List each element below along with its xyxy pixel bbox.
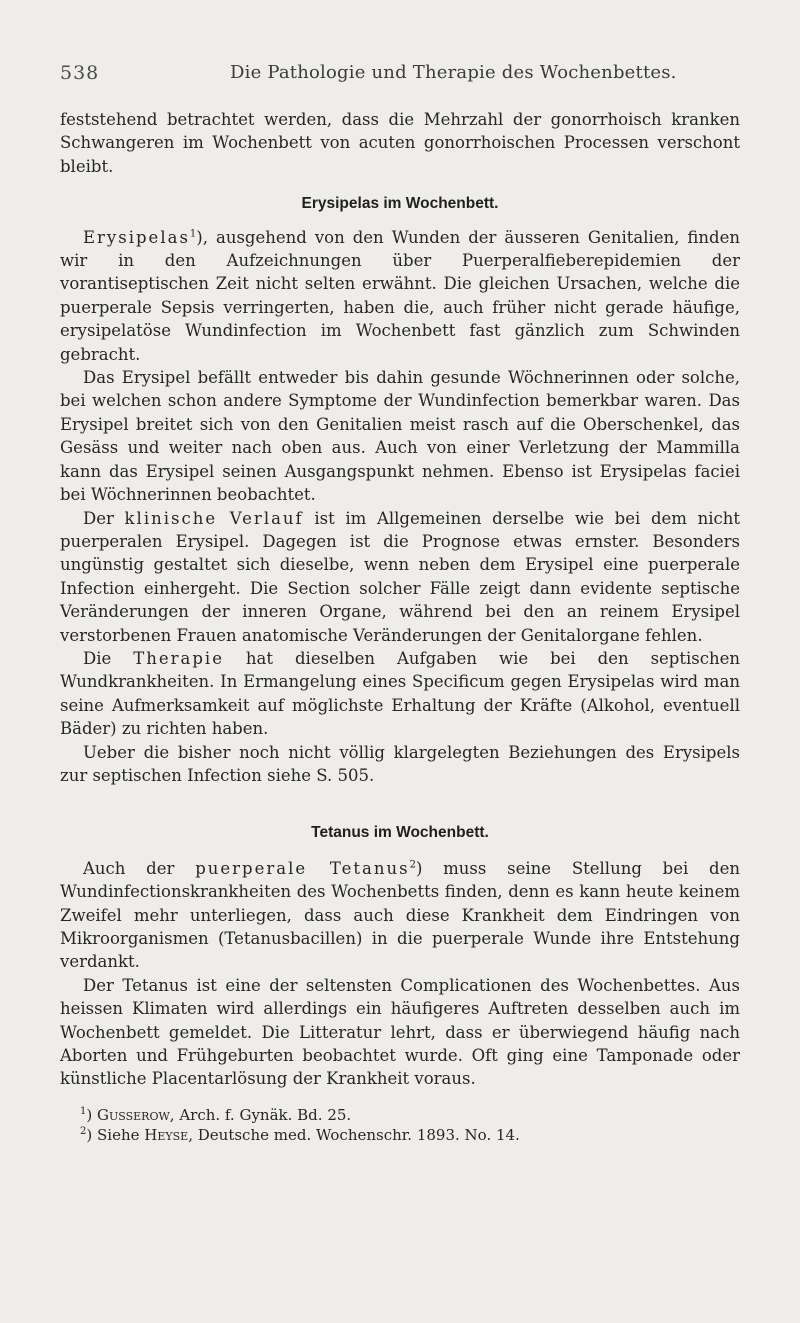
paragraph-erysipelas-intro-text: ), ausgehend von den Wunden der äusseren Genitalien, finden wir in den Aufzeichnungen über Puerperalfieberepidemien der vorantiseptischen Zeit nicht selten erwähnt. Die gleichen Ursachen, welche die puerperale Sepsis verringerten, haben die, auch früher nicht gerade häufige, erysipelatöse Wundinfection im Wochenbett fast gänzlich zum Schwinden gebracht.	[60, 227, 740, 364]
page-number: 538	[60, 62, 100, 84]
footnotes	[60, 1105, 740, 1145]
footnote-2-text: , Deutsche med. Wochenschr. 1893. No. 14.	[188, 1125, 520, 1144]
page-header	[60, 58, 720, 94]
paragraph-clinical-course	[60, 507, 740, 647]
term-clinical-course: klinische Verlauf	[124, 508, 304, 528]
paragraph-therapy-text: hat dieselben Aufgaben wie bei den septischen Wundkrankheiten. In Ermangelung eines Specificum gegen Erysipelas wird man seine Aufmerksamkeit auf möglichste Erhaltung der Kräfte (Alkohol, eventuell Bäder) zu richten haben.	[60, 648, 741, 739]
paragraph-tetanus-rarity: Der Tetanus ist eine der seltensten Complicationen des Wochenbettes. Aus heissen Klimaten wird allerdings ein häufigeres Auftreten desselben auch im Wochenbett gemeldet. Die Litteratur lehrt, dass er überwiegend häufig nach Aborten und Frühgeburten beobachtet wurde. Oft ging eine Tamponade oder künstliche Placentarlösung der Krankheit voraus.	[60, 975, 740, 1089]
paragraph-tetanus-intro-text: ) muss seine Stellung bei den Wundinfectionskrankheiten des Wochenbetts finden, denn es kann heute keinem Zweifel mehr unterliegen, dass auch diese Krankheit dem Eindringen von Mikroorganismen (Tetanusbacillen) in die puerperale Wunde ihre Entstehung verdankt.	[60, 858, 740, 972]
term-erysipelas: Erysipelas	[83, 227, 190, 247]
footnote-mark-1: 1	[80, 1105, 87, 1117]
paragraph-clinical-course-pre: Der	[83, 508, 125, 528]
footnote-ref-1: 1	[189, 228, 197, 240]
footnote-ref-2: 2	[409, 859, 416, 871]
running-title: Die Pathologie und Therapie des Wochenbettes.	[230, 62, 677, 83]
section-heading-erysipelas: Erysipelas im Wochenbett.	[301, 195, 499, 213]
term-puerperal-tetanus: puerperale Tetanus	[195, 858, 410, 878]
body-text	[60, 108, 740, 1145]
paragraph-therapy	[60, 647, 740, 741]
paragraph-clinical-course-text: ist im Allgemeinen derselbe wie bei dem nicht puerperalen Erysipel. Dagegen ist die Prognose etwas ernster. Besonders ungünstig gestaltet sich dieselbe, wenn neben dem Erysipel eine puerperale Infection einhergeht. Die Section solcher Fälle zeigt dann evidente septische Veränderungen der inneren Organe, während bei den an reinem Erysipel verstorbenen Frauen anatomische Veränderungen der Genitalorgane fehlen.	[60, 508, 740, 645]
footnote-2-prefix: Siehe	[97, 1125, 145, 1144]
paragraph-continuation: feststehend betrachtet werden, dass die Mehrzahl der gonorrhoisch kranken Schwangeren im Wochenbett von acuten gonorrhoischen Processen verschont bleibt.	[60, 110, 740, 176]
footnote-1: $^1$) Gusserow, Arch. f. Gynäk. Bd. 25.	[80, 1105, 352, 1124]
section-heading-tetanus: Tetanus im Wochenbett.	[311, 824, 489, 842]
paragraph-therapy-pre: Die	[83, 648, 134, 668]
paragraph-tetanus-intro	[60, 857, 740, 974]
footnote-2-author: Heyse	[144, 1125, 189, 1144]
paragraph-erysipelas-intro	[60, 226, 740, 366]
paragraph-erysipelas-spread: Das Erysipel befällt entweder bis dahin gesunde Wöchnerinnen oder solche, bei welchen schon andere Symptome der Wundinfection bemerkbar waren. Das Erysipel breitet sich von den Genitalien meist rasch auf die Oberschenkel, das Gesäss und weiter nach oben aus. Auch von einer Verletzung der Mammilla kann das Erysipel seinen Ausgangspunkt nehmen. Ebenso ist Erysipelas faciei bei Wöchnerinnen beobachtet.	[60, 368, 740, 505]
footnote-2: $^2$) Siehe Heyse, Deutsche med. Wochenschr. 1893. No. 14.	[80, 1125, 520, 1144]
footnote-1-author: Gusserow	[97, 1105, 170, 1124]
paragraph-relation-sepsis: Ueber die bisher noch nicht völlig klargelegten Beziehungen des Erysipels zur septischen Infection siehe S. 505.	[60, 742, 740, 785]
footnote-1-text: , Arch. f. Gynäk. Bd. 25.	[169, 1105, 352, 1124]
footnote-mark-2: 2	[80, 1125, 87, 1137]
term-therapy: Therapie	[133, 648, 224, 668]
paragraph-tetanus-intro-pre: Auch der	[83, 858, 196, 878]
